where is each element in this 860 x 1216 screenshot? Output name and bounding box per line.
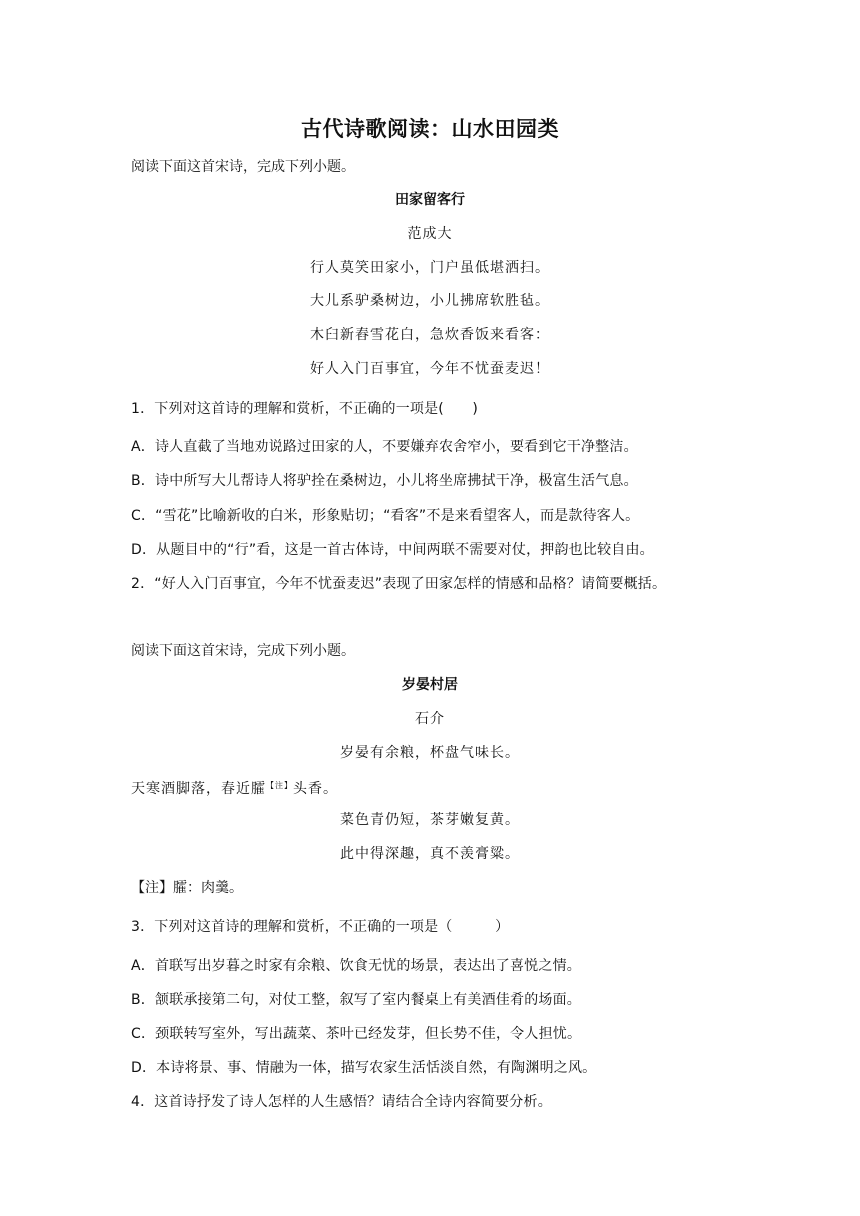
poem2-title: 岁晏村居 <box>402 677 458 693</box>
question-3: 3．下列对这首诗的理解和赏析，不正确的一项是（ ） <box>131 919 510 935</box>
poem1-line: 好人入门百事宜，今年不忧蚕麦迟！ <box>310 361 550 377</box>
poem1-line: 行人莫笑田家小，门户虽低堪洒扫。 <box>310 260 550 276</box>
poem2-line2-text: 天寒酒脚落，春近臛 <box>131 781 266 797</box>
poem2-line2-text: 头香。 <box>293 781 338 797</box>
poem1-line: 大儿系驴桑树边，小儿拂席软胜毡。 <box>310 293 550 309</box>
question-3-option-a: A．首联写出岁暮之时家有余粮、饮食无忧的场景，表达出了喜悦之情。 <box>131 958 581 974</box>
question-3-option-d: D．本诗将景、事、情融为一体，描写农家生活恬淡自然，有陶渊明之风。 <box>131 1060 597 1076</box>
section2-intro: 阅读下面这首宋诗，完成下列小题。 <box>131 643 355 659</box>
poem1-title: 田家留客行 <box>395 192 465 208</box>
question-3-option-b: B．颔联承接第二句，对仗工整，叙写了室内餐桌上有美酒佳肴的场面。 <box>131 992 582 1008</box>
question-1-option-c: C．“雪花”比喻新收的白米，形象贴切；“看客”不是来看望客人，而是款待客人。 <box>131 508 640 524</box>
page-title: 古代诗歌阅读：山水田园类 <box>301 117 559 141</box>
question-1-option-b: B．诗中所写大儿帮诗人将驴拴在桑树边，小儿将坐席拂拭干净，极富生活气息。 <box>131 473 638 489</box>
question-1: 1．下列对这首诗的理解和赏析，不正确的一项是( ) <box>131 401 479 417</box>
poem2-line: 此中得深趣，真不羡膏粱。 <box>340 846 520 862</box>
poem1-author: 范成大 <box>407 226 453 242</box>
poem2-author: 石介 <box>415 711 445 727</box>
question-1-option-d: D．从题目中的“行”看，这是一首古体诗，中间两联不需要对仗，押韵也比较自由。 <box>131 542 654 558</box>
footnote-marker: 【注】 <box>266 781 293 790</box>
poem2-line <box>0 777 860 798</box>
section1-intro: 阅读下面这首宋诗，完成下列小题。 <box>131 159 355 175</box>
question-3-option-c: C．颈联转写室外，写出蔬菜、茶叶已经发芽，但长势不佳，令人担忧。 <box>131 1026 582 1042</box>
poem2-line: 菜色青仍短，茶芽嫩复黄。 <box>340 812 520 828</box>
question-2: 2．“好人入门百事宜，今年不忧蚕麦迟”表现了田家怎样的情感和品格？请简要概括。 <box>131 576 667 592</box>
poem2-line: 岁晏有余粮，杯盘气味长。 <box>340 745 520 761</box>
question-4: 4．这首诗抒发了诗人怎样的人生感悟？请结合全诗内容简要分析。 <box>131 1094 552 1110</box>
question-1-option-a: A．诗人直截了当地劝说路过田家的人，不要嫌弃农舍窄小，要看到它干净整洁。 <box>131 439 638 455</box>
poem1-line: 木臼新舂雪花白，急炊香饭来看客： <box>310 327 550 343</box>
poem2-note: 【注】臛：肉羹。 <box>131 880 243 896</box>
